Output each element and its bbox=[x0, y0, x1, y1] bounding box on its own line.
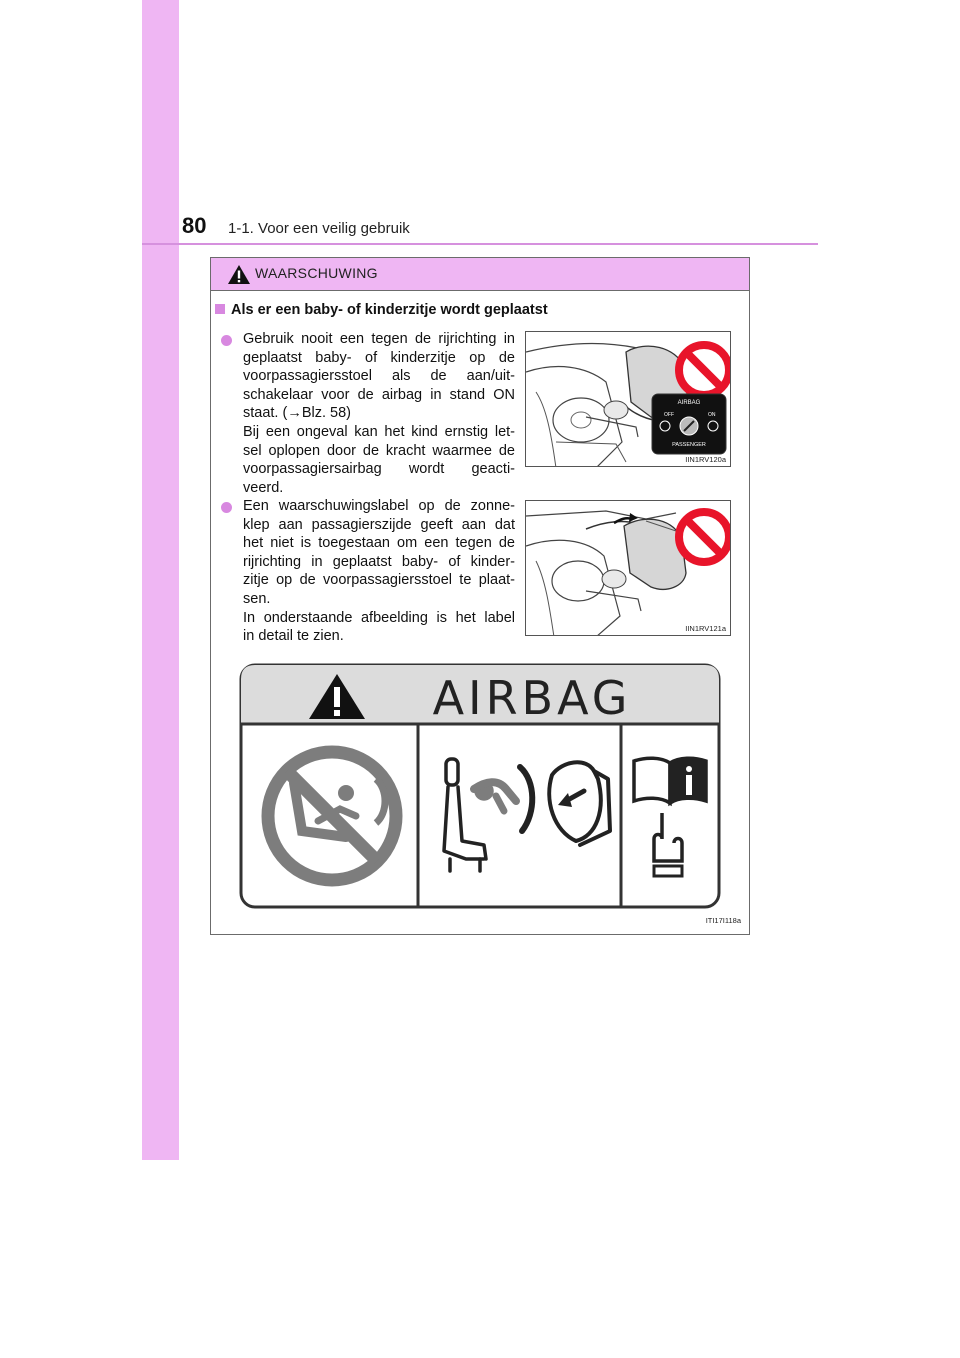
figure-seat-with-switch bbox=[525, 331, 731, 467]
figure1-code: IIN1RV120a bbox=[685, 455, 726, 464]
square-bullet-icon bbox=[215, 304, 225, 314]
warning-header bbox=[211, 258, 749, 291]
subheading-text: Als er een baby- of kinderzitje wordt geplaatst bbox=[231, 302, 548, 318]
no-child-seat-icon bbox=[268, 752, 396, 880]
switch-label-bottom: PASSENGER bbox=[672, 442, 706, 448]
paragraph-line: het niet is toegestaan om een tegen de bbox=[243, 535, 515, 552]
paragraph-sun-visor-label bbox=[243, 497, 515, 646]
paragraph-line: Bij een ongeval kan het kind ernstig let- bbox=[243, 423, 515, 440]
paragraph-line: sen. bbox=[243, 590, 271, 607]
paragraph-line: rijrichting in geplaatst baby- of kinder- bbox=[243, 553, 515, 570]
sun-visor-illustration bbox=[526, 501, 731, 636]
airbag-label-code: ITI17I118a bbox=[705, 916, 741, 925]
warning-triangle-icon bbox=[227, 264, 251, 285]
rear-facing-seat-illustration bbox=[526, 332, 731, 467]
header-rule bbox=[142, 243, 818, 245]
warning-box bbox=[210, 257, 750, 935]
circle-bullet-icon bbox=[221, 335, 232, 346]
label-airbag-title: AIRBAG bbox=[432, 671, 632, 725]
paragraph-line: zitje op de voorpassagiersstoel te plaat- bbox=[243, 572, 515, 589]
warning-title: WAARSCHUWING bbox=[255, 265, 378, 281]
side-color-band bbox=[142, 0, 179, 1160]
paragraph-line: veerd. bbox=[243, 479, 284, 496]
airbag-warning-label bbox=[236, 661, 726, 913]
figure2-code: IIN1RV121a bbox=[685, 624, 726, 633]
paragraph-line: voorpassagiersstoel als de aan/uit- bbox=[243, 368, 515, 385]
paragraph-line: Gebruik nooit een tegen de rijrichting in bbox=[243, 331, 515, 347]
paragraph-line: Een waarschuwingslabel op de zonne- bbox=[243, 498, 515, 514]
paragraph-line: staat. (→Blz. 58) bbox=[243, 405, 351, 422]
paragraph-line: sel oplopen door de kracht waarmee de bbox=[243, 442, 515, 459]
paragraph-line: klep aan passagierszijde geeft aan dat bbox=[243, 516, 515, 533]
paragraph-airbag-switch bbox=[243, 330, 515, 497]
switch-label-top: AIRBAG bbox=[677, 400, 701, 406]
switch-label-off: OFF bbox=[664, 412, 674, 418]
figure-sun-visor bbox=[525, 500, 731, 636]
paragraph-line: voorpassagiersairbag wordt geacti- bbox=[243, 461, 515, 478]
warning-subheading bbox=[215, 302, 548, 318]
circle-bullet-icon bbox=[221, 502, 232, 513]
switch-label-on: ON bbox=[708, 412, 716, 418]
paragraph-line: geplaatst baby- of kinderzitje op de bbox=[243, 349, 515, 366]
paragraph-line: In onderstaande afbeelding is het label bbox=[243, 609, 515, 626]
page-number: 80 bbox=[182, 213, 207, 238]
section-title: 1-1. Voor een veilig gebruik bbox=[228, 220, 410, 237]
paragraph-line: in detail te zien. bbox=[243, 628, 344, 645]
paragraph-line: schakelaar voor de airbag in stand ON bbox=[243, 386, 515, 403]
